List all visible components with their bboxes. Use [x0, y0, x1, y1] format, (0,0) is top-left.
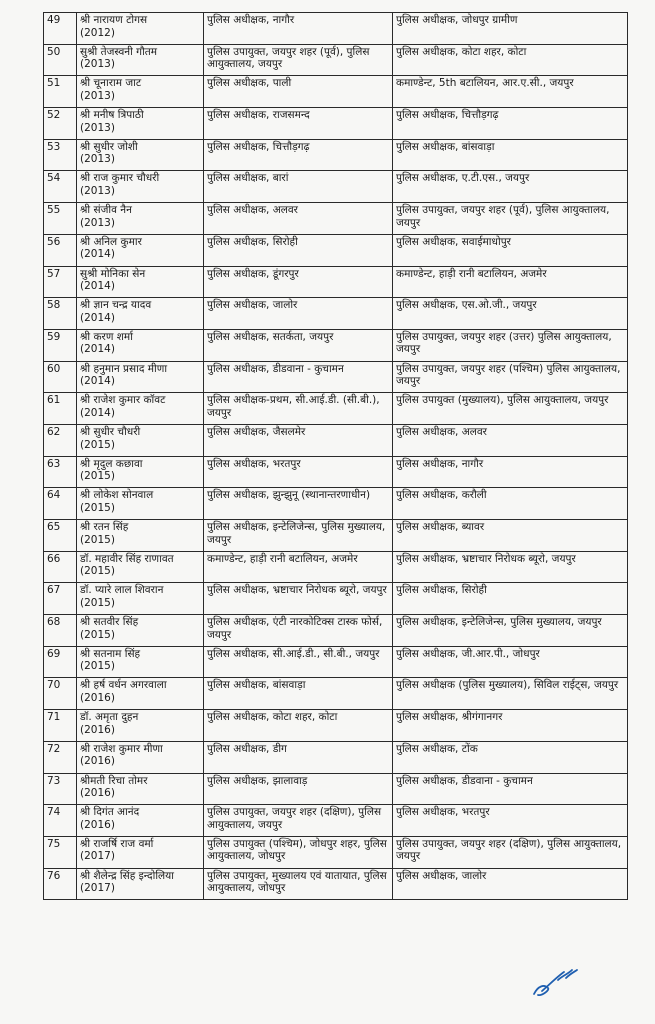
- table-row: [44, 329, 628, 361]
- officer-batch: (2014): [80, 280, 115, 293]
- transfer-list-table: [43, 12, 628, 900]
- current-posting-cell: पुलिस अधीक्षक, राजसमन्द: [204, 108, 393, 140]
- officer-cell: [77, 329, 204, 361]
- officer-batch: (2013): [80, 216, 115, 229]
- serial-number-cell: 65: [44, 520, 77, 552]
- serial-number-cell: 62: [44, 424, 77, 456]
- current-posting-cell: पुलिस अधीक्षक, भ्रष्टाचार निरोधक ब्यूरो, जयपुर: [204, 583, 393, 615]
- serial-number-cell: 53: [44, 139, 77, 171]
- new-posting-cell: पुलिस अधीक्षक, बांसवाड़ा: [393, 139, 628, 171]
- current-posting-cell: पुलिस अधीक्षक, अलवर: [204, 203, 393, 235]
- current-posting-cell: पुलिस अधीक्षक, इन्टेलिजेन्स, पुलिस मुख्यालय, जयपुर: [204, 520, 393, 552]
- officer-batch: (2014): [80, 375, 115, 388]
- officer-batch: (2017): [80, 882, 115, 895]
- officer-batch: (2013): [80, 185, 115, 198]
- current-posting-cell: पुलिस उपायुक्त, मुख्यालय एवं यातायात, पुलिस आयुक्तालय, जोधपुर: [204, 868, 393, 900]
- serial-number-cell: 59: [44, 329, 77, 361]
- table-row: [44, 266, 628, 298]
- current-posting-cell: पुलिस उपायुक्त, जयपुर शहर (दक्षिण), पुलिस आयुक्तालय, जयपुर: [204, 805, 393, 837]
- serial-number-cell: 58: [44, 298, 77, 330]
- new-posting-cell: कमाण्डेन्ट, 5th बटालियन, आर.ए.सी., जयपुर: [393, 76, 628, 108]
- new-posting-cell: पुलिस उपायुक्त, जयपुर शहर (उत्तर) पुलिस आयुक्तालय, जयपुर: [393, 329, 628, 361]
- officer-name: श्री मृदुल कछावा: [80, 457, 143, 470]
- officer-name: श्री सतवीर सिंह: [80, 616, 139, 629]
- officer-name: श्री रतन सिंह: [80, 521, 129, 533]
- officer-batch: (2013): [80, 58, 115, 71]
- table-row: [44, 234, 628, 266]
- officer-cell: [77, 44, 204, 76]
- new-posting-cell: पुलिस अधीक्षक, एस.ओ.जी., जयपुर: [393, 298, 628, 330]
- officer-cell: [77, 773, 204, 805]
- officer-cell: [77, 615, 204, 647]
- table-row: [44, 108, 628, 140]
- officer-batch: (2014): [80, 406, 115, 419]
- current-posting-cell: पुलिस अधीक्षक, जालोर: [204, 298, 393, 330]
- new-posting-cell: पुलिस अधीक्षक, नागौर: [393, 456, 628, 488]
- serial-number-cell: 61: [44, 393, 77, 425]
- serial-number-cell: 63: [44, 456, 77, 488]
- serial-number-cell: 68: [44, 615, 77, 647]
- table-row: [44, 298, 628, 330]
- table-row: [44, 424, 628, 456]
- officer-name: श्री चूनाराम जाट: [80, 77, 142, 90]
- current-posting-cell: पुलिस उपायुक्त, जयपुर शहर (पूर्व), पुलिस आयुक्तालय, जयपुर: [204, 44, 393, 76]
- table-row: [44, 868, 628, 900]
- new-posting-cell: पुलिस अधीक्षक, डीडवाना - कुचामन: [393, 773, 628, 805]
- new-posting-cell: पुलिस उपायुक्त, जयपुर शहर (पश्चिम) पुलिस आयुक्तालय, जयपुर: [393, 361, 628, 393]
- officer-batch: (2015): [80, 470, 115, 483]
- new-posting-cell: पुलिस अधीक्षक, भ्रष्टाचार निरोधक ब्यूरो, जयपुर: [393, 551, 628, 583]
- officer-cell: [77, 266, 204, 298]
- officer-name: श्री दिगंत आनंद: [80, 806, 140, 819]
- officer-batch: (2015): [80, 533, 115, 546]
- signature-icon: [528, 962, 580, 1002]
- current-posting-cell: कमाण्डेन्ट, हाड़ी रानी बटालियन, अजमेर: [204, 551, 393, 583]
- current-posting-cell: पुलिस अधीक्षक, भरतपुर: [204, 456, 393, 488]
- current-posting-cell: पुलिस अधीक्षक, नागौर: [204, 13, 393, 45]
- table-row: [44, 456, 628, 488]
- officer-batch: (2015): [80, 438, 115, 451]
- officer-cell: [77, 13, 204, 45]
- officer-batch: (2016): [80, 818, 115, 831]
- officer-batch: (2015): [80, 660, 115, 673]
- serial-number-cell: 56: [44, 234, 77, 266]
- table-row: [44, 361, 628, 393]
- current-posting-cell: पुलिस अधीक्षक, सतर्कता, जयपुर: [204, 329, 393, 361]
- officer-batch: (2013): [80, 153, 115, 166]
- officer-name: श्री राजेश कुमार मीणा: [80, 742, 163, 755]
- table-row: [44, 678, 628, 710]
- officer-cell: [77, 424, 204, 456]
- officer-cell: [77, 298, 204, 330]
- new-posting-cell: पुलिस अधीक्षक, चित्तौड़गढ़: [393, 108, 628, 140]
- new-posting-cell: पुलिस अधीक्षक, जालोर: [393, 868, 628, 900]
- serial-number-cell: 50: [44, 44, 77, 76]
- officer-batch: (2015): [80, 501, 115, 514]
- table-row: [44, 646, 628, 678]
- new-posting-cell: पुलिस अधीक्षक, टोंक: [393, 741, 628, 773]
- officer-batch: (2015): [80, 596, 115, 609]
- table-row: [44, 488, 628, 520]
- serial-number-cell: 76: [44, 868, 77, 900]
- table-row: [44, 171, 628, 203]
- officer-batch: (2013): [80, 121, 115, 134]
- new-posting-cell: पुलिस अधीक्षक, ए.टी.एस., जयपुर: [393, 171, 628, 203]
- officer-cell: [77, 868, 204, 900]
- officer-cell: [77, 139, 204, 171]
- officer-name: श्री ज्ञान चन्द्र यादव: [80, 299, 152, 312]
- table-row: [44, 710, 628, 742]
- serial-number-cell: 69: [44, 646, 77, 678]
- serial-number-cell: 55: [44, 203, 77, 235]
- officer-batch: (2012): [80, 26, 115, 39]
- table-row: [44, 741, 628, 773]
- table-row: [44, 805, 628, 837]
- new-posting-cell: पुलिस अधीक्षक, भरतपुर: [393, 805, 628, 837]
- officer-cell: [77, 393, 204, 425]
- new-posting-cell: पुलिस अधीक्षक, ब्यावर: [393, 520, 628, 552]
- officer-name: श्री सुधीर जोशी: [80, 140, 138, 153]
- new-posting-cell: पुलिस उपायुक्त, जयपुर शहर (दक्षिण), पुलिस आयुक्तालय, जयपुर: [393, 836, 628, 868]
- officer-cell: [77, 678, 204, 710]
- officer-cell: [77, 361, 204, 393]
- officer-cell: [77, 171, 204, 203]
- current-posting-cell: पुलिस अधीक्षक, डीडवाना - कुचामन: [204, 361, 393, 393]
- officer-name: श्रीमती रिचा तोमर: [80, 774, 148, 787]
- table-row: [44, 551, 628, 583]
- officer-batch: (2016): [80, 787, 115, 800]
- table-body: [44, 13, 628, 900]
- officer-name: डॉ. महावीर सिंह राणावत: [80, 552, 174, 565]
- serial-number-cell: 66: [44, 551, 77, 583]
- table-row: [44, 773, 628, 805]
- new-posting-cell: पुलिस अधीक्षक, इन्टेलिजेन्स, पुलिस मुख्यालय, जयपुर: [393, 615, 628, 647]
- officer-name: श्री शैलेन्द्र सिंह इन्दोलिया: [80, 869, 174, 882]
- officer-name: सुश्री मोनिका सेन: [80, 267, 146, 280]
- officer-batch: (2015): [80, 628, 115, 641]
- new-posting-cell: पुलिस अधीक्षक, श्रीगंगानगर: [393, 710, 628, 742]
- serial-number-cell: 64: [44, 488, 77, 520]
- officer-batch: (2017): [80, 850, 115, 863]
- new-posting-cell: पुलिस अधीक्षक, अलवर: [393, 424, 628, 456]
- officer-cell: [77, 805, 204, 837]
- current-posting-cell: पुलिस अधीक्षक, बारां: [204, 171, 393, 203]
- table-row: [44, 836, 628, 868]
- current-posting-cell: पुलिस अधीक्षक, डूंगरपुर: [204, 266, 393, 298]
- serial-number-cell: 54: [44, 171, 77, 203]
- officer-batch: (2014): [80, 343, 115, 356]
- officer-cell: [77, 583, 204, 615]
- officer-cell: [77, 551, 204, 583]
- serial-number-cell: 57: [44, 266, 77, 298]
- table-row: [44, 583, 628, 615]
- officer-batch: (2014): [80, 311, 115, 324]
- current-posting-cell: पुलिस अधीक्षक, सी.आई.डी., सी.बी., जयपुर: [204, 646, 393, 678]
- officer-batch: (2015): [80, 565, 115, 578]
- serial-number-cell: 71: [44, 710, 77, 742]
- officer-cell: [77, 520, 204, 552]
- new-posting-cell: पुलिस अधीक्षक, जी.आर.पी., जोधपुर: [393, 646, 628, 678]
- current-posting-cell: पुलिस अधीक्षक, बांसवाड़ा: [204, 678, 393, 710]
- table-row: [44, 139, 628, 171]
- officer-cell: [77, 646, 204, 678]
- officer-cell: [77, 456, 204, 488]
- officer-batch: (2014): [80, 248, 115, 261]
- new-posting-cell: पुलिस उपायुक्त (मुख्यालय), पुलिस आयुक्तालय, जयपुर: [393, 393, 628, 425]
- current-posting-cell: पुलिस अधीक्षक, एंटी नारकोटिक्स टास्क फोर्स, जयपुर: [204, 615, 393, 647]
- officer-name: श्री लोकेश सोनवाल: [80, 489, 154, 502]
- officer-cell: [77, 203, 204, 235]
- officer-cell: [77, 836, 204, 868]
- serial-number-cell: 70: [44, 678, 77, 710]
- new-posting-cell: कमाण्डेन्ट, हाड़ी रानी बटालियन, अजमेर: [393, 266, 628, 298]
- officer-name: डॉ. प्यारे लाल शिवरान: [80, 584, 164, 597]
- new-posting-cell: पुलिस अधीक्षक, कोटा शहर, कोटा: [393, 44, 628, 76]
- new-posting-cell: पुलिस अधीक्षक, सवाईमाधोपुर: [393, 234, 628, 266]
- officer-name: श्री सुधीर चौधरी: [80, 425, 141, 438]
- current-posting-cell: पुलिस उपायुक्त (पश्चिम), जोधपुर शहर, पुलिस आयुक्तालय, जोधपुर: [204, 836, 393, 868]
- officer-cell: [77, 76, 204, 108]
- table-row: [44, 13, 628, 45]
- officer-batch: (2016): [80, 692, 115, 705]
- officer-name: श्री नारायण टोगस: [80, 14, 148, 26]
- table-row: [44, 520, 628, 552]
- serial-number-cell: 75: [44, 836, 77, 868]
- table-row: [44, 393, 628, 425]
- serial-number-cell: 72: [44, 741, 77, 773]
- officer-batch: (2013): [80, 89, 115, 102]
- serial-number-cell: 51: [44, 76, 77, 108]
- officer-cell: [77, 710, 204, 742]
- officer-name: श्री अनिल कुमार: [80, 235, 142, 248]
- officer-name: श्री सतनाम सिंह: [80, 647, 141, 660]
- officer-name: श्री हर्ष वर्धन अगरवाला: [80, 679, 167, 692]
- serial-number-cell: 49: [44, 13, 77, 45]
- serial-number-cell: 60: [44, 361, 77, 393]
- officer-name: डॉ. अमृता दुहन: [80, 711, 139, 724]
- officer-batch: (2016): [80, 723, 115, 736]
- officer-name: श्री करण शर्मा: [80, 330, 133, 343]
- table-row: [44, 76, 628, 108]
- new-posting-cell: पुलिस अधीक्षक, सिरोही: [393, 583, 628, 615]
- current-posting-cell: पुलिस अधीक्षक, कोटा शहर, कोटा: [204, 710, 393, 742]
- current-posting-cell: पुलिस अधीक्षक-प्रथम, सी.आई.डी. (सी.बी.), जयपुर: [204, 393, 393, 425]
- new-posting-cell: पुलिस उपायुक्त, जयपुर शहर (पूर्व), पुलिस आयुक्तालय, जयपुर: [393, 203, 628, 235]
- serial-number-cell: 73: [44, 773, 77, 805]
- current-posting-cell: पुलिस अधीक्षक, डीग: [204, 741, 393, 773]
- table-row: [44, 203, 628, 235]
- officer-batch: (2016): [80, 755, 115, 768]
- table-row: [44, 615, 628, 647]
- officer-name: श्री राजर्षि राज वर्मा: [80, 837, 154, 850]
- current-posting-cell: पुलिस अधीक्षक, पाली: [204, 76, 393, 108]
- officer-cell: [77, 108, 204, 140]
- serial-number-cell: 67: [44, 583, 77, 615]
- table-row: [44, 44, 628, 76]
- current-posting-cell: पुलिस अधीक्षक, झुन्झुनू (स्थानान्तरणाधीन): [204, 488, 393, 520]
- officer-name: श्री संजीव नैन: [80, 204, 132, 217]
- serial-number-cell: 74: [44, 805, 77, 837]
- officer-name: श्री राज कुमार चौधरी: [80, 172, 160, 185]
- officer-cell: [77, 234, 204, 266]
- new-posting-cell: पुलिस अधीक्षक, जोधपुर ग्रामीण: [393, 13, 628, 45]
- new-posting-cell: पुलिस अधीक्षक, करौली: [393, 488, 628, 520]
- current-posting-cell: पुलिस अधीक्षक, चित्तौड़गढ़: [204, 139, 393, 171]
- serial-number-cell: 52: [44, 108, 77, 140]
- officer-name: श्री राजेश कुमार कॉवट: [80, 394, 166, 407]
- officer-cell: [77, 741, 204, 773]
- current-posting-cell: पुलिस अधीक्षक, सिरोही: [204, 234, 393, 266]
- officer-name: श्री मनीष त्रिपाठी: [80, 109, 144, 122]
- current-posting-cell: पुलिस अधीक्षक, झालावाड़: [204, 773, 393, 805]
- officer-name: श्री हनुमान प्रसाद मीणा: [80, 362, 168, 375]
- current-posting-cell: पुलिस अधीक्षक, जैसलमेर: [204, 424, 393, 456]
- officer-cell: [77, 488, 204, 520]
- new-posting-cell: पुलिस अधीक्षक (पुलिस मुख्यालय), सिविल राईट्स, जयपुर: [393, 678, 628, 710]
- officer-name: सुश्री तेजस्वनी गौतम: [80, 45, 158, 58]
